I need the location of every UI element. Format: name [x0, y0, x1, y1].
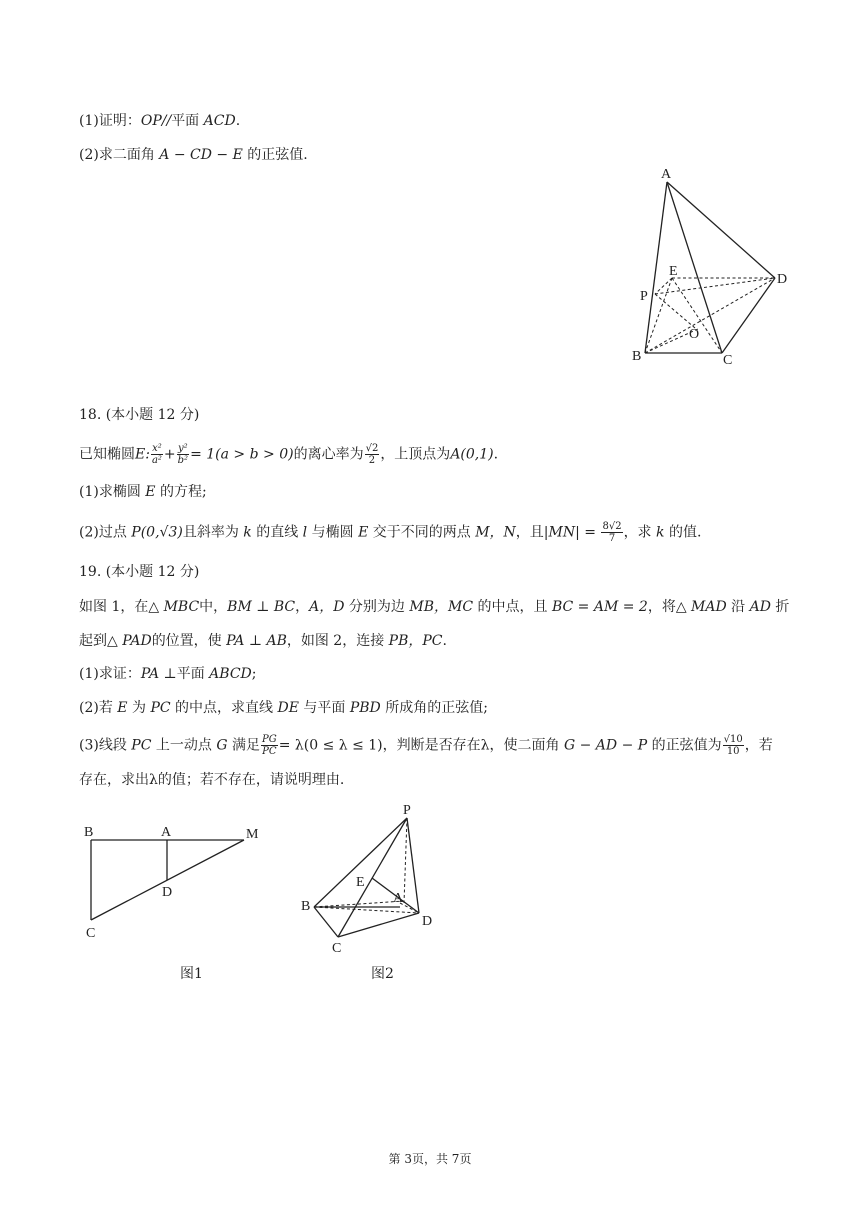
q19-part2: (2)若 E 为 PC 的中点，求直线 DE 与平面 PBD 所成角的正弦值;	[79, 700, 488, 716]
fig1-caption: 图1	[180, 966, 203, 982]
fig1-label-d: D	[162, 885, 173, 900]
q18-part1: (1)求椭圆 E 的方程;	[79, 484, 207, 500]
fig2-label-a: A	[393, 891, 404, 906]
q19-part3-continued: 存在，求出λ的值；若不存在，请说明理由.	[79, 772, 345, 788]
fig2-label-d: D	[422, 914, 433, 929]
q17-part2: (2)求二面角 A − CD − E 的正弦值.	[79, 147, 308, 163]
fig17-label-o: O	[689, 327, 700, 342]
page-footer: 第 3页，共 7页	[388, 1152, 472, 1166]
fig2-label-p: P	[403, 803, 411, 818]
fig1-label-a: A	[161, 825, 172, 840]
fig2-label-b: B	[301, 899, 311, 914]
q18-stem: 已知椭圆E: $\frac{\text{x²}}{\text{a²}}$ + $\frac{\text{y²}}{\text{b²}}$ = 1(a > b > 0)的离心率为 $\frac{√2}{2}$ ，上顶点为A(0,1).	[79, 443, 499, 466]
q19-stem-line2: 起到△ PAD的位置，使 PA ⊥ AB，如图 2，连接 PB，PC.	[79, 633, 447, 649]
fig17-label-d: D	[777, 272, 788, 287]
fig2-label-c: C	[332, 941, 342, 956]
q19-header: 19. (本小题 12 分)	[79, 564, 200, 580]
q19-part3: (3)线段 PC 上一动点 G 满足 $\frac{PG}{PC}$ = λ(0 ≤ λ ≤ 1)，判断是否存在λ，使二面角 G − AD − P 的正弦值为 $\frac{√10}{10}$ ，若	[79, 734, 773, 757]
fig17-label-a: A	[661, 167, 672, 182]
q19-stem-line1: 如图 1，在△ MBC中，BM ⊥ BC，A，D 分别为边 MB，MC 的中点，且 BC = AM = 2，将△ MAD 沿 AD 折	[79, 599, 790, 615]
q19-part1: (1)求证：PA ⊥平面 ABCD;	[79, 666, 257, 682]
q17-part1: (1)证明：OP//平面 ACD.	[79, 113, 241, 129]
q18-header: 18. (本小题 12 分)	[79, 407, 200, 423]
fig17-label-p: P	[640, 289, 648, 304]
q18-part2: (2)过点 P(0,√3)且斜率为 k 的直线 l 与椭圆 E 交于不同的两点 M，N，且|MN| = $\frac{8√2}{7}$ ，求 k 的值.	[79, 521, 702, 544]
figure-1	[78, 818, 268, 988]
fig1-label-m: M	[246, 827, 259, 842]
fig1-label-b: B	[84, 825, 94, 840]
fig1-label-c: C	[86, 926, 96, 941]
fig2-caption: 图2	[371, 966, 394, 982]
fig2-label-e: E	[356, 875, 365, 890]
fig17-label-c: C	[723, 353, 733, 368]
fig17-label-e: E	[669, 264, 678, 279]
fig17-label-b: B	[632, 349, 642, 364]
figure-2	[296, 800, 446, 990]
q17-figure	[625, 165, 800, 370]
